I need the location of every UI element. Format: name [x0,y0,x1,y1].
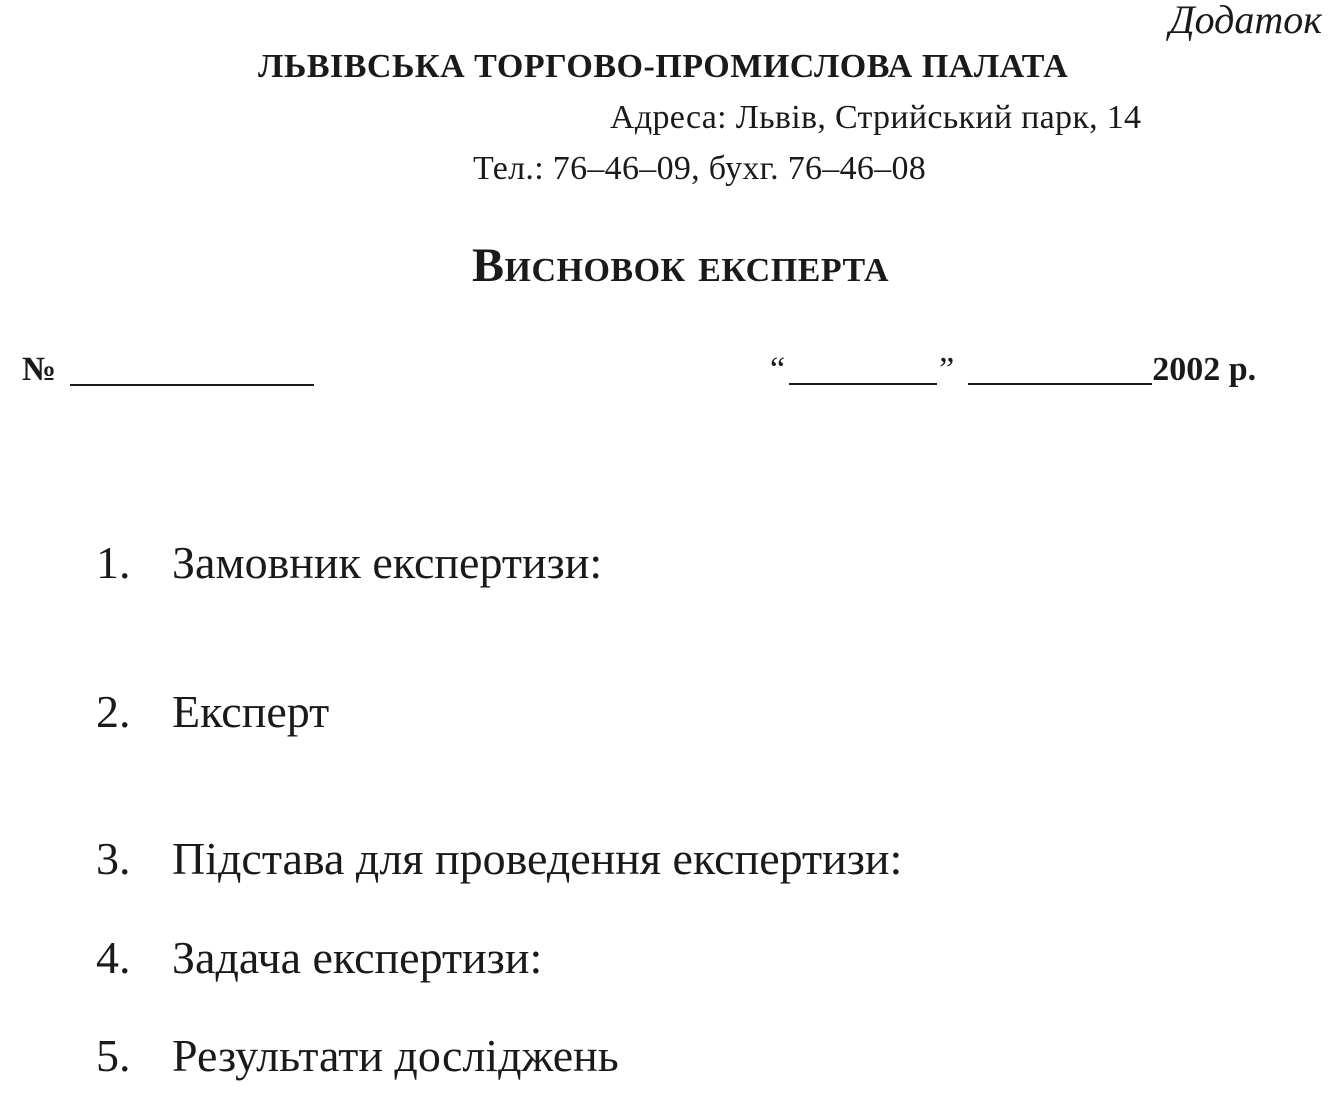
date-open-quote: “ [770,351,786,388]
date-close-quote: ” [939,351,955,388]
date-month-blank-line [968,353,1152,385]
organization-phone: Тел.: 76–46–09, бухг. 76–46–08 [473,150,927,187]
list-item-number: 1. [96,537,131,588]
date-day-blank-line [789,353,937,385]
number-label: № [22,351,57,388]
list-item-label: Замовник експертизи: [172,537,603,588]
list-item [96,931,542,984]
list-item [96,1029,619,1082]
list-item [96,536,602,589]
list-item-number: 3. [96,833,131,884]
number-blank-line [70,384,314,386]
list-item [96,685,329,738]
date-field [770,351,1256,389]
organization-name: ЛЬВІВСЬКА ТОРГОВО-ПРОМИСЛОВА ПАЛАТА [258,48,1069,85]
list-item-number: 2. [96,686,131,737]
list-item-label: Задача експертизи: [172,932,543,983]
list-item-label: Експерт [172,686,330,737]
document-title: Висновок експерта [472,239,890,292]
list-item-number: 4. [96,932,131,983]
date-year-suffix: 2002 р. [1152,351,1257,388]
list-item-label: Результати досліджень [172,1030,619,1081]
list-item-label: Підстава для проведення експертизи: [172,833,903,884]
organization-address: Адреса: Львів, Стрийський парк, 14 [610,99,1142,136]
list-item [96,832,902,885]
appendix-label: Додаток [1169,0,1322,42]
list-item-number: 5. [96,1030,131,1081]
